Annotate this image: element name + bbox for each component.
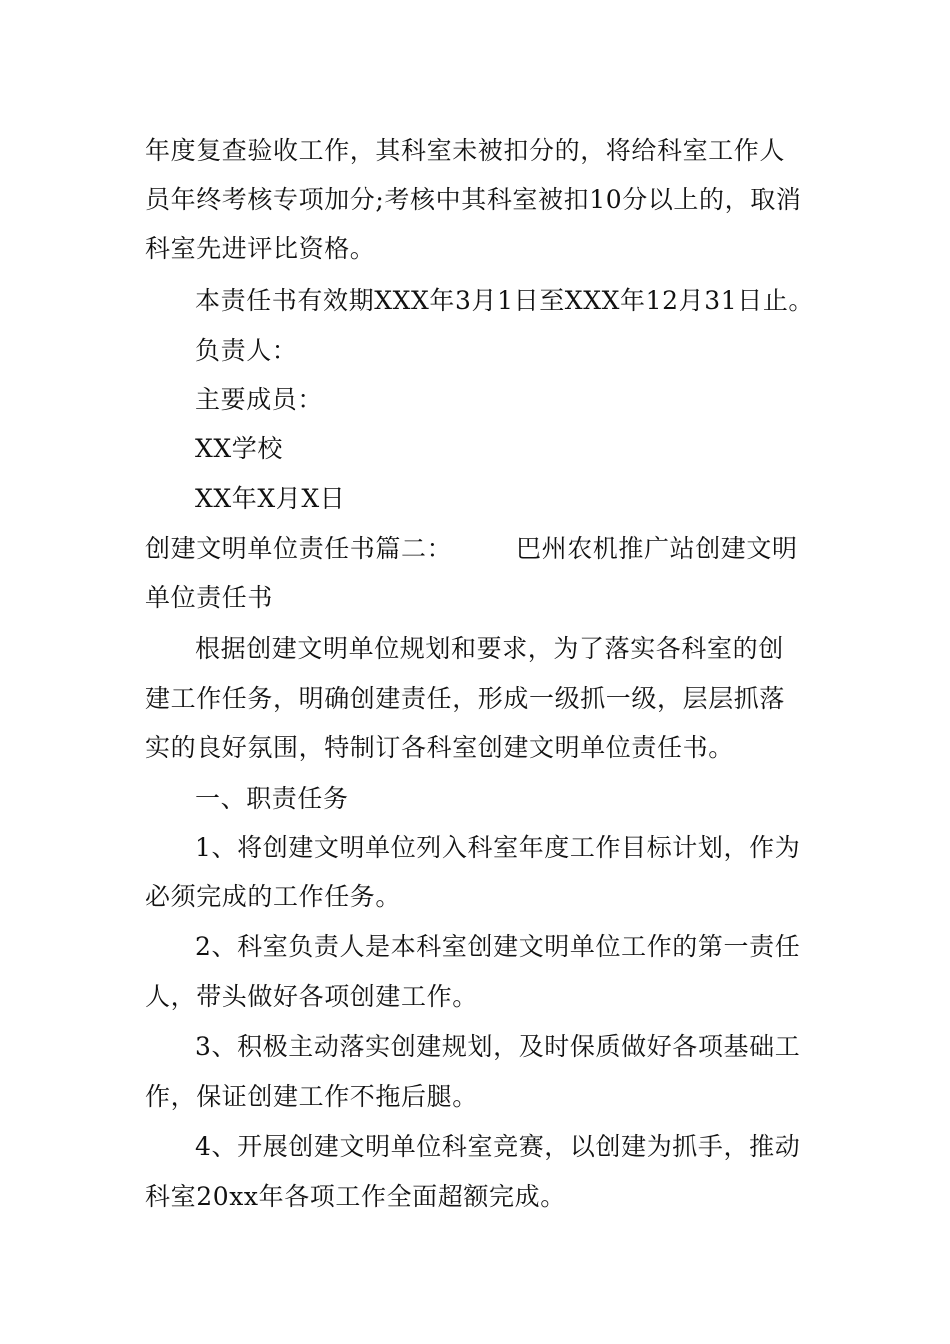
- list-item-continuation: 科室20xx年各项工作全面超额完成。: [145, 1182, 566, 1211]
- validity-line: 本责任书有效期XXX年3月1日至XXX年12月31日止。: [195, 286, 815, 315]
- responsible-person-line: 负责人：: [195, 336, 298, 365]
- section-title-left: 创建文明单位责任书篇二：: [145, 534, 453, 563]
- list-item-continuation: 人，带头做好各项创建工作。: [145, 982, 478, 1011]
- date-line: XX年X月X日: [195, 484, 346, 513]
- paragraph-line: 实的良好氛围，特制订各科室创建文明单位责任书。: [145, 733, 734, 762]
- section-title-continuation: 单位责任书: [145, 583, 274, 612]
- paragraph-line: 年度复查验收工作，其科室未被扣分的，将给科室工作人: [145, 136, 786, 165]
- paragraph-line: 建工作任务，明确创建责任，形成一级抓一级，层层抓落: [145, 684, 786, 713]
- section-title-right: 巴州农机推广站创建文明: [516, 534, 798, 563]
- list-item: 4、开展创建文明单位科室竞赛，以创建为抓手，推动: [195, 1132, 801, 1161]
- list-item-continuation: 作，保证创建工作不拖后腿。: [145, 1082, 478, 1111]
- paragraph-line: 根据创建文明单位规划和要求，为了落实各科室的创: [195, 634, 784, 663]
- paragraph-line: 科室先进评比资格。: [145, 234, 376, 263]
- main-members-line: 主要成员：: [195, 385, 324, 414]
- list-item: 1、将创建文明单位列入科室年度工作目标计划，作为: [195, 833, 801, 862]
- list-item: 3、积极主动落实创建规划，及时保质做好各项基础工: [195, 1032, 801, 1061]
- list-item: 2、科室负责人是本科室创建文明单位工作的第一责任: [195, 932, 801, 961]
- school-signature-line: XX学校: [195, 434, 283, 463]
- list-item-continuation: 必须完成的工作任务。: [145, 882, 402, 911]
- paragraph-line: 员年终考核专项加分;考核中其科室被扣10分以上的，取消: [145, 185, 802, 214]
- subsection-heading: 一、职责任务: [195, 784, 349, 813]
